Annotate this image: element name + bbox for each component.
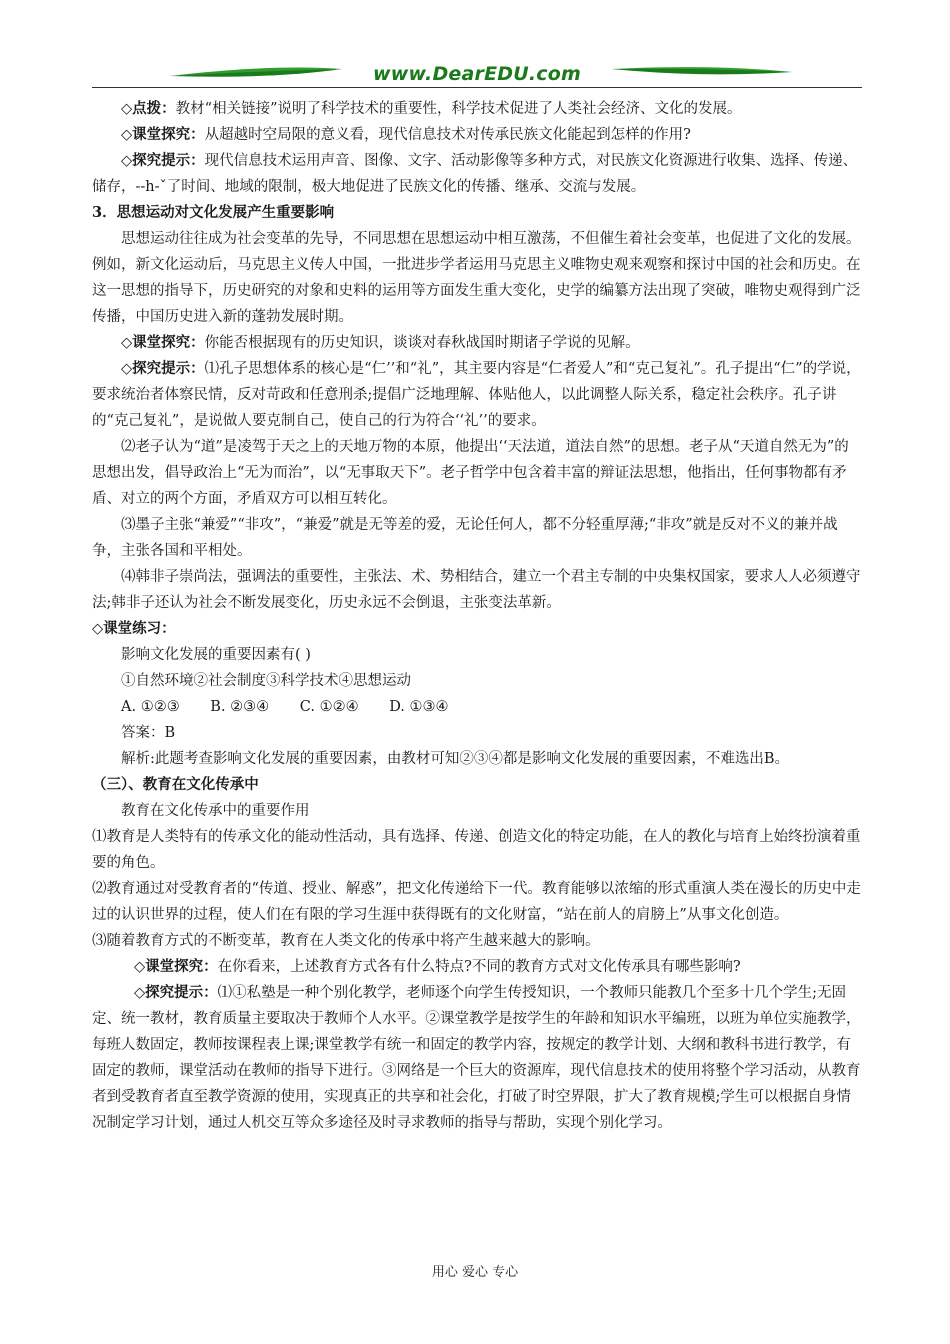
explore-label: ◇课堂探究： (134, 958, 218, 975)
explore-text: 你能否根据现有的历史知识，谈谈对春秋战国时期诸子学说的见解。 (204, 335, 640, 351)
tip-text: 教材“相关链接”说明了科学技术的重要性，科学技术促进了人类社会经济、文化的发展。 (175, 101, 742, 117)
body-paragraph: ⑶随着教育方式的不断变革，教育在人类文化的传承中将产生越来越大的影响。 (92, 933, 600, 949)
subheading: 教育在文化传承中的重要作用 (121, 803, 310, 819)
hint-text: ⑴孔子思想体系的核心是“仁’’和“礼”，其主要内容是“仁者爱人”和“克己复礼”。孔子提出“仁”的学说，要求统治者体察民情，反对苛政和任意刑杀;提倡广泛地理解、体贴他人，以此调整人际关系，稳定社会秩序。孔子讲的“克己复礼”，是说做人要克制自己，使自己的行为符合‘‘礼’’的要求。 (92, 361, 861, 429)
explore-text: 在你看来，上述教育方式各有什么特点?不同的教育方式对文化传承具有哪些影响? (217, 959, 741, 975)
hint-paragraph (92, 356, 862, 434)
section-heading-education: （三）、教育在文化传承中 (92, 776, 259, 793)
hint-text: 现代信息技术运用声音、图像、文字、活动影像等多种方式，对民族文化资源进行收集、选择、传递、储存，--h-ˇ了时间、地域的限制，极大地促进了民族文化的传播、继承、交流与发展。 (92, 153, 858, 195)
explore-label: ◇课堂探究： (121, 126, 205, 143)
document-body (92, 96, 862, 1136)
body-paragraph: ⑷韩非子崇尚法，强调法的重要性，主张法、术、势相结合，建立一个君主专制的中央集权国家，要求人人必须遵守法;韩非子还认为社会不断发展变化，历史永远不会倒退，主张变法革新。 (92, 569, 861, 611)
section-heading-3: 3．思想运动对文化发展产生重要影响 (92, 204, 335, 221)
body-paragraph: ⑶墨子主张“兼爱”“非攻”，“兼爱”就是无等差的爱，无论任何人，都不分轻重厚薄;“非攻”就是反对不义的兼并战争，主张各国和平相处。 (92, 517, 838, 559)
tip-label: ◇点拨： (121, 100, 176, 117)
option-c: C. ①②④ (299, 699, 359, 715)
header-divider (92, 87, 862, 88)
body-paragraph: 思想运动往往成为社会变革的先导，不同思想在思想运动中相互激荡，不但催生着社会变革，也促进了文化的发展。例如，新文化运动后，马克思主义传人中国，一批进步学者运用马克思主义唯物史观来观察和探讨中国的社会和历史。在这一思想的指导下，历史研究的对象和史料的运用等方面发生重大变化，史学的编纂方法出现了突破，唯物史观得到广泛传播，中国历史进入新的蓬勃发展时期。 (92, 231, 861, 325)
site-header-banner (92, 58, 862, 98)
option-d: D. ①③④ (389, 699, 449, 715)
option-b: B. ②③④ (210, 699, 270, 715)
site-url-logo-text: www.DearEDU.com (372, 63, 582, 85)
tip-paragraph (92, 96, 862, 122)
hint-label: ◇探究提示： (134, 984, 218, 1001)
hint-paragraph (92, 148, 862, 200)
practice-label: ◇课堂练习： (92, 620, 176, 637)
hint-paragraph (92, 980, 862, 1136)
practice-analysis: 解析:此题考查影响文化发展的重要因素，由教材可知②③④都是影响文化发展的重要因素，不难选出B。 (121, 751, 790, 767)
explore-paragraph (92, 330, 862, 356)
practice-answer: 答案：B (121, 725, 176, 741)
option-a: A. ①②③ (121, 699, 180, 715)
explore-paragraph (92, 954, 862, 980)
body-paragraph: ⑵教育通过对受教育者的“传道、授业、解惑”，把文化传递给下一代。教育能够以浓缩的形式重演人类在漫长的历史中走过的认识世界的过程，使人们在有限的学习生涯中获得既有的文化财富，“站在前人的肩膀上”从事文化创造。 (92, 881, 861, 923)
explore-text: 从超越时空局限的意义看，现代信息技术对传承民族文化能起到怎样的作用? (204, 127, 691, 143)
explore-label: ◇课堂探究： (121, 334, 205, 351)
hint-text: ⑴①私塾是一种个别化教学，老师逐个向学生传授知识，一个教师只能教几个至多十几个学生;无固定、统一教材，教育质量主要取决于教师个人水平。②课堂教学是按学生的年龄和知识水平编班，以班为单位实施教学，每班人数固定，教师按课程表上课;课堂教学有统一和固定的教学内容，按规定的教学计划、大纲和教科书进行教学，有固定的教师，课堂活动在教师的指导下进行。③网络是一个巨大的资源库，现代信息技术的使用将整个学习活动，从教育者到受教育者直至教学资源的使用，实现真正的共享和社会化，打破了时空界限，扩大了教育规模;学生可以根据自身情况制定学习计划，通过人机交互等众多途径及时寻求教师的指导与帮助，实现个别化学习。 (92, 985, 861, 1131)
explore-paragraph (92, 122, 862, 148)
hint-label: ◇探究提示： (121, 152, 205, 169)
practice-question: 影响文化发展的重要因素有( ) (121, 647, 311, 663)
practice-choices: ①自然环境②社会制度③科学技术④思想运动 (121, 673, 411, 689)
body-paragraph: ⑵老子认为“道”是凌驾于天之上的天地万物的本原，他提出‘‘天法道，道法自然”的思想。老子从“天道自然无为”的思想出发，倡导政治上“无为而治”，以“无事取天下”。老子哲学中包含着丰富的辩证法思想，他指出，任何事物都有矛盾、对立的两个方面，矛盾双方可以相互转化。 (92, 439, 849, 507)
page-footer: 用心 爱心 专心 (431, 1265, 519, 1280)
hint-label: ◇探究提示： (121, 360, 205, 377)
practice-options (92, 694, 862, 720)
body-paragraph: ⑴教育是人类特有的传承文化的能动性活动，具有选择、传递、创造文化的特定功能，在人的教化与培育上始终扮演着重要的角色。 (92, 829, 861, 871)
